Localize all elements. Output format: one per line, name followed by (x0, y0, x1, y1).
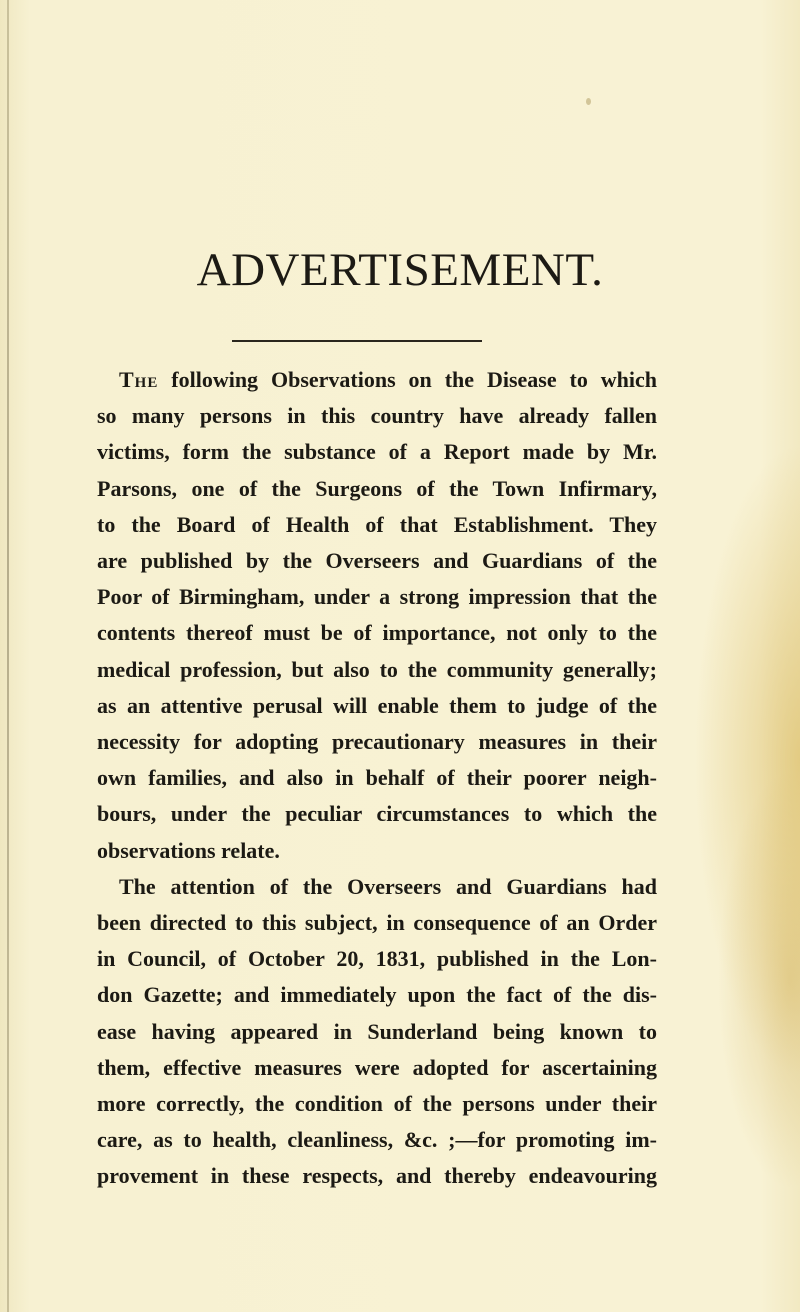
text-line: care, as to health, cleanliness, &c. ;—for promoting im- (97, 1127, 657, 1153)
text-line: them, effective measures were adopted for ascertaining (97, 1054, 657, 1080)
text-line: The following Observations on the Disease to which (119, 367, 657, 392)
text-line: own families, and also in behalf of their poorer neigh- (97, 765, 657, 791)
text-line: don Gazette; and immediately upon the fact of the dis- (97, 982, 657, 1008)
text-line: are published by the Overseers and Guardians of the (97, 548, 657, 574)
title-rule (232, 340, 482, 342)
text-line: contents thereof must be of importance, not only to the (97, 620, 657, 646)
page-title: ADVERTISEMENT. (196, 244, 604, 296)
text-line: The attention of the Overseers and Guardians had (119, 873, 657, 899)
text-line: ease having appeared in Sunderland being known to (97, 1018, 657, 1044)
page-edge-line (7, 0, 9, 1312)
text-line: so many persons in this country have already fallen (97, 403, 657, 429)
text-line: victims, form the substance of a Report made by Mr. (97, 439, 657, 465)
text-line: as an attentive perusal will enable them to judge of the (97, 692, 657, 718)
text-line: medical profession, but also to the community generally; (97, 656, 657, 682)
body-text (97, 362, 657, 1195)
text-line: bours, under the peculiar circumstances to which the (97, 801, 657, 827)
paper-speck (586, 98, 591, 105)
text-line: more correctly, the condition of the persons under their (97, 1091, 657, 1117)
opening-word: The (119, 367, 159, 392)
text-line: necessity for adopting precautionary measures in their (97, 729, 657, 755)
text-line: Parsons, one of the Surgeons of the Town Infirmary, (97, 475, 657, 501)
text-line: provement in these respects, and thereby endeavouring (97, 1163, 657, 1189)
text-line: to the Board of Health of that Establishment. They (97, 511, 657, 537)
text-line: in Council, of October 20, 1831, published in the Lon- (97, 946, 657, 972)
text-line: been directed to this subject, in consequence of an Order (97, 910, 657, 936)
text-line: Poor of Birmingham, under a strong impression that the (97, 584, 657, 610)
text-line: observations relate. (97, 837, 280, 863)
